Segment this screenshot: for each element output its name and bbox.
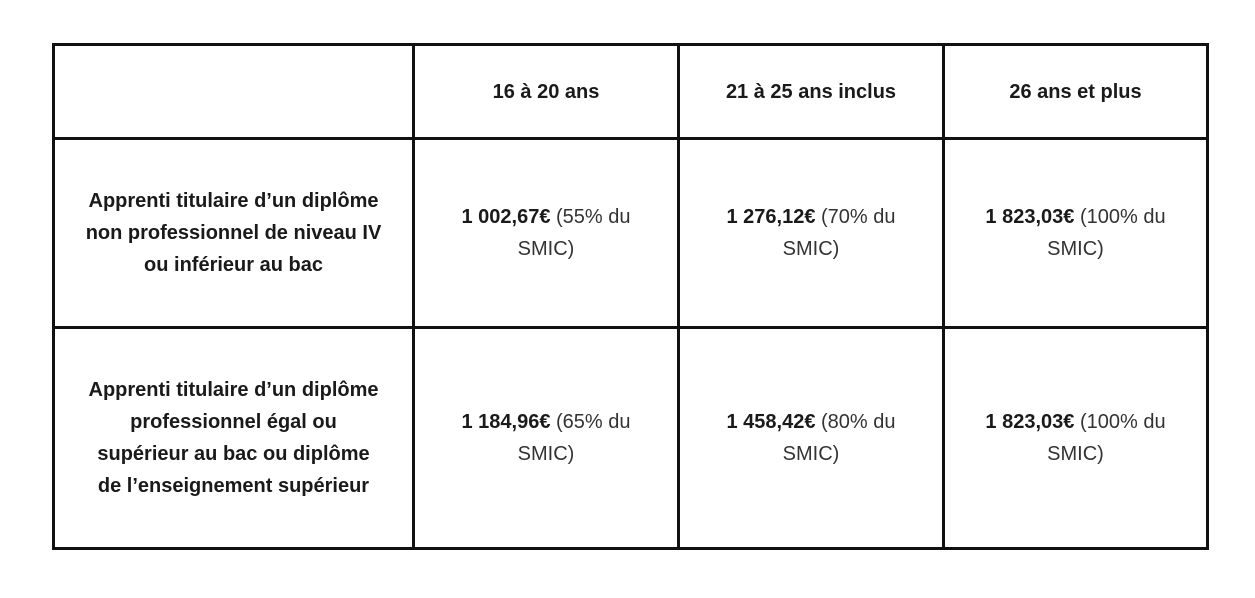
salary-cell (944, 139, 1208, 328)
salary-amount: 1 002,67€ (461, 206, 551, 228)
salary-table-container (52, 43, 1206, 547)
apprentice-salary-table (52, 43, 1209, 550)
salary-percentage: (100% du SMIC) (1047, 411, 1166, 465)
header-age-26-plus: 26 ans et plus (944, 45, 1208, 139)
salary-percentage: (55% du SMIC) (517, 206, 631, 260)
header-age-21-25: 21 à 25 ans inclus (679, 45, 944, 139)
salary-cell (944, 328, 1208, 549)
salary-amount: 1 458,42€ (726, 411, 816, 433)
salary-amount: 1 823,03€ (985, 206, 1075, 228)
salary-amount: 1 823,03€ (985, 411, 1075, 433)
salary-percentage: (65% du SMIC) (517, 411, 631, 465)
header-age-16-20: 16 à 20 ans (414, 45, 679, 139)
salary-cell (414, 328, 679, 549)
salary-cell (414, 139, 679, 328)
table-header-row (54, 45, 1208, 139)
salary-cell (679, 139, 944, 328)
header-empty-cell (54, 45, 414, 139)
salary-percentage: (100% du SMIC) (1047, 206, 1166, 260)
salary-amount: 1 184,96€ (461, 411, 551, 433)
row-label: Apprenti titulaire d’un diplôme non professionnel de niveau IV ou inférieur au bac (54, 139, 414, 328)
salary-percentage: (70% du SMIC) (782, 206, 896, 260)
salary-amount: 1 276,12€ (726, 206, 816, 228)
row-label: Apprenti titulaire d’un diplôme professionnel égal ou supérieur au bac ou diplôme de l’enseignement supérieur (54, 328, 414, 549)
table-row (54, 139, 1208, 328)
salary-percentage: (80% du SMIC) (782, 411, 896, 465)
salary-cell (679, 328, 944, 549)
table-row (54, 328, 1208, 549)
